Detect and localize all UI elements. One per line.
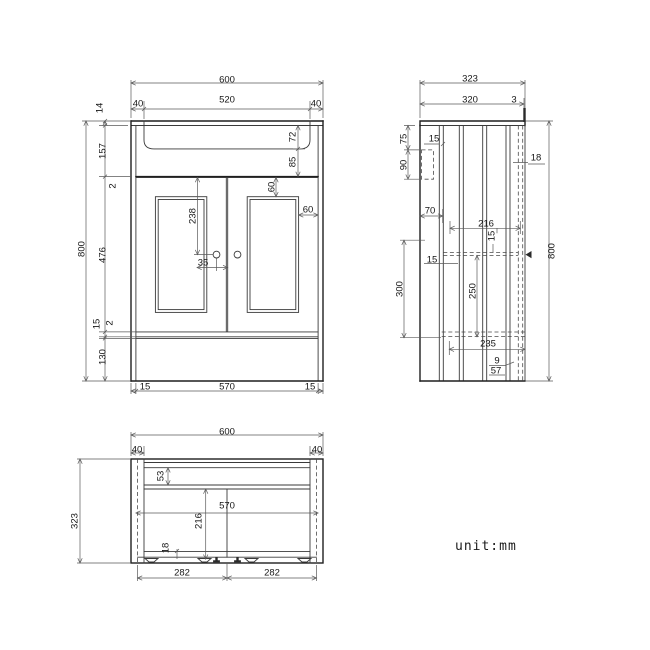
dim-label: 40 bbox=[132, 98, 144, 110]
dim-label: 600 bbox=[219, 426, 235, 438]
dim-label: 238 bbox=[187, 208, 199, 224]
plan-view bbox=[70, 427, 323, 581]
unit-label: unit:mm bbox=[455, 539, 517, 554]
dim-label: 9 bbox=[494, 355, 500, 367]
dim-label: 18 bbox=[530, 152, 542, 164]
dim-label: 60 bbox=[302, 204, 314, 216]
dim-label: 320 bbox=[462, 94, 478, 106]
dim-label: 800 bbox=[546, 243, 558, 259]
dim-label: 15 bbox=[91, 318, 103, 330]
dim-label: 157 bbox=[97, 143, 109, 159]
dim-label: 3 bbox=[511, 94, 517, 106]
front-view bbox=[77, 75, 323, 394]
dim-label: 476 bbox=[97, 247, 109, 263]
dim-label: 85 bbox=[287, 156, 299, 168]
dim-label: 60 bbox=[266, 181, 278, 193]
dim-label: 800 bbox=[76, 241, 88, 257]
dim-label: 235 bbox=[480, 338, 496, 350]
dim-label: 216 bbox=[193, 513, 205, 529]
dim-label: 75 bbox=[398, 133, 410, 145]
dim-label: 15 bbox=[486, 230, 498, 242]
dim-label: 520 bbox=[219, 94, 235, 106]
dim-label: 90 bbox=[398, 159, 410, 171]
dim-label: 72 bbox=[287, 131, 299, 143]
dim-label: 18 bbox=[160, 542, 172, 554]
dim-label: 570 bbox=[219, 381, 235, 393]
dim-label: 130 bbox=[97, 349, 109, 365]
dim-label: 15 bbox=[428, 133, 440, 145]
dim-label: 216 bbox=[478, 218, 494, 230]
dim-label: 300 bbox=[394, 281, 406, 297]
dim-label: 323 bbox=[462, 73, 478, 85]
dim-label: 600 bbox=[219, 74, 235, 86]
dim-label: 35 bbox=[197, 257, 209, 269]
dim-label: 2 bbox=[104, 320, 116, 326]
dim-label: 53 bbox=[155, 470, 167, 482]
dim-label: 40 bbox=[131, 444, 143, 456]
dim-label: 14 bbox=[94, 102, 106, 114]
dim-label: 15 bbox=[304, 381, 316, 393]
dim-label: 57 bbox=[490, 365, 502, 377]
dim-label: 323 bbox=[69, 513, 81, 529]
dim-label: 250 bbox=[467, 283, 479, 299]
dim-label: 282 bbox=[174, 567, 190, 579]
dim-label: 40 bbox=[311, 444, 323, 456]
dim-label: 40 bbox=[310, 98, 322, 110]
dim-label: 2 bbox=[107, 183, 119, 189]
dim-label: 15 bbox=[139, 381, 151, 393]
dim-label: 570 bbox=[219, 500, 235, 512]
dim-label: 15 bbox=[426, 254, 438, 266]
dim-label: 70 bbox=[424, 205, 436, 217]
dim-label: 282 bbox=[264, 567, 280, 579]
side-view bbox=[395, 74, 558, 381]
